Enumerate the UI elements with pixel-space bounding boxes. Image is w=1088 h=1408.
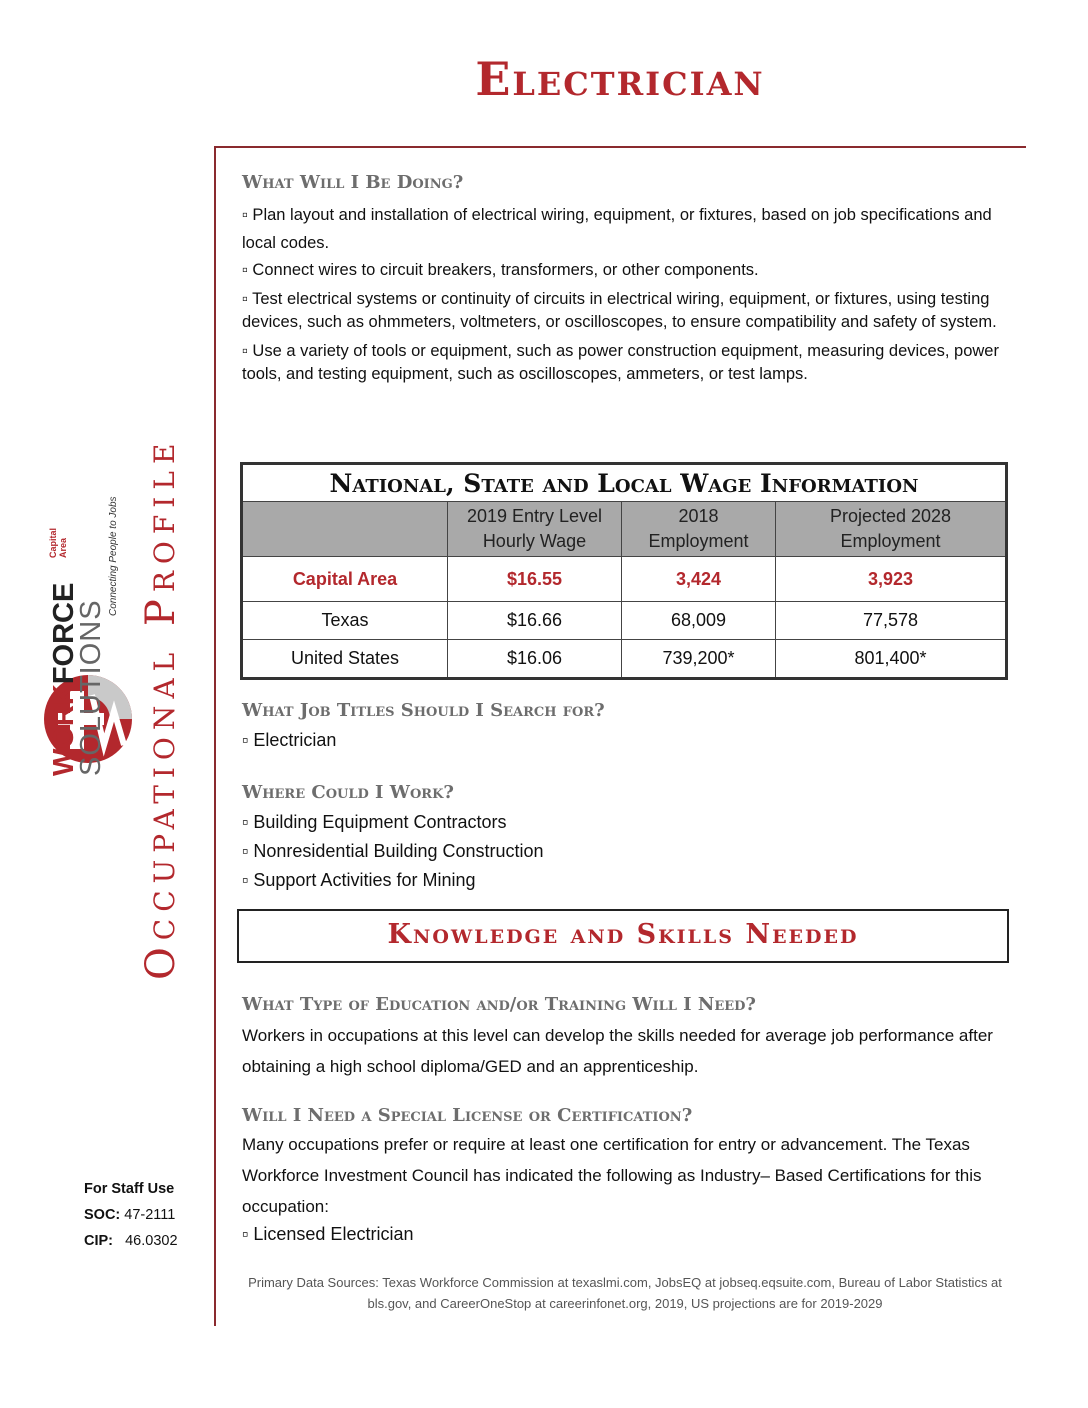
license-heading: Will I Need a Special License or Certification? xyxy=(242,1105,693,1126)
logo-force: FORCE xyxy=(48,582,80,685)
job-titles-list xyxy=(242,726,336,755)
cip-code: 46.0302 xyxy=(125,1233,178,1249)
table-cell: Capital Area xyxy=(242,557,448,602)
license-text: Many occupations prefer or require at least one certification for entry or advancement. The Texas Workforce Investment Council has indicated the following as Industry– Based Certifications for this occupation: xyxy=(242,1135,982,1216)
table-cell: 3,923 xyxy=(776,557,1007,602)
table-cell: $16.06 xyxy=(448,640,622,679)
list-item: ▫ Support Activities for Mining xyxy=(242,870,476,890)
side-title: Occupational Profile xyxy=(138,436,184,980)
column-header: 2018 Employment xyxy=(622,502,776,557)
table-cell: Texas xyxy=(242,602,448,640)
job-titles-heading: What Job Titles Should I Search for? xyxy=(242,700,605,721)
logo-capital: Capital xyxy=(48,527,58,558)
list-item: ▫ Nonresidential Building Construction xyxy=(242,841,544,861)
doing-list xyxy=(242,201,1007,392)
column-header: 2019 Entry Level Hourly Wage xyxy=(448,502,622,557)
data-sources: Primary Data Sources: Texas Workforce Commission at texaslmi.com, JobsEQ at jobseq.eqsuite.com, Bureau of Labor Statistics at bls.gov, and CareerOneStop at careerinfonet.org, 2019, US projections are for 2019-2029 xyxy=(248,1275,1002,1311)
logo-solutions: SOLUTIONS xyxy=(75,599,107,776)
top-rule xyxy=(216,146,1026,148)
table-cell: 77,578 xyxy=(776,602,1007,640)
logo-tagline: Connecting People to Jobs xyxy=(108,496,119,616)
staff-use-block xyxy=(84,1176,178,1254)
column-header: Projected 2028 Employment xyxy=(776,502,1007,557)
page-title: Electrician xyxy=(475,52,765,106)
list-item: ▫ Electrician xyxy=(242,730,337,750)
table-cell: United States xyxy=(242,640,448,679)
soc-code: 47-2111 xyxy=(124,1207,176,1223)
table-cell: 739,200* xyxy=(622,640,776,679)
list-item: ▫ Plan layout and installation of electrical wiring, equipment, or fixtures, based on job specifications and local codes. xyxy=(242,206,992,252)
education-text: Workers in occupations at this level can develop the skills needed for average job performance after obtaining a high school diploma/GED and an apprenticeship. xyxy=(242,1026,993,1076)
doing-heading: What Will I Be Doing? xyxy=(242,172,464,193)
list-item: ▫ Test electrical systems or continuity of circuits in electrical wiring, equipment, or fixtures, using testing devices, such as ohmmeters, voltmeters, or oscilloscopes, to ensure compatibility and safety of system. xyxy=(242,290,997,331)
table-cell: $16.55 xyxy=(448,557,622,602)
knowledge-banner: Knowledge and Skills Needed xyxy=(237,909,1009,963)
logo-wordmark xyxy=(48,476,119,776)
list-item: ▫ Building Equipment Contractors xyxy=(242,812,507,832)
list-item: ▫ Licensed Electrician xyxy=(242,1224,414,1244)
table-cell: 801,400* xyxy=(776,640,1007,679)
where-work-heading: Where Could I Work? xyxy=(242,782,454,803)
cip-label: CIP: xyxy=(84,1233,113,1249)
list-item: ▫ Connect wires to circuit breakers, transformers, or other components. xyxy=(242,261,759,279)
wage-table-caption: National, State and Local Wage Information xyxy=(242,464,1007,502)
table-row xyxy=(242,640,1007,679)
column-header xyxy=(242,502,448,557)
education-heading: What Type of Education and/or Training Will I Need? xyxy=(242,994,756,1015)
wage-table xyxy=(240,462,1008,680)
logo-area: Area xyxy=(58,537,68,558)
table-cell: 68,009 xyxy=(622,602,776,640)
soc-label: SOC: xyxy=(84,1207,121,1223)
where-work-list xyxy=(242,808,544,895)
left-rule xyxy=(214,146,216,1326)
table-cell: $16.66 xyxy=(448,602,622,640)
staff-use-heading: For Staff Use xyxy=(84,1181,175,1197)
logo-work: WORK xyxy=(48,684,80,776)
license-list xyxy=(242,1220,413,1249)
list-item: ▫ Use a variety of tools or equipment, such as power construction equipment, measuring devices, power tools, and testing equipment, such as oscilloscopes, ammeters, or test lamps. xyxy=(242,342,999,383)
table-cell: 3,424 xyxy=(622,557,776,602)
table-header-row xyxy=(242,502,1007,557)
table-row xyxy=(242,602,1007,640)
table-row xyxy=(242,557,1007,602)
